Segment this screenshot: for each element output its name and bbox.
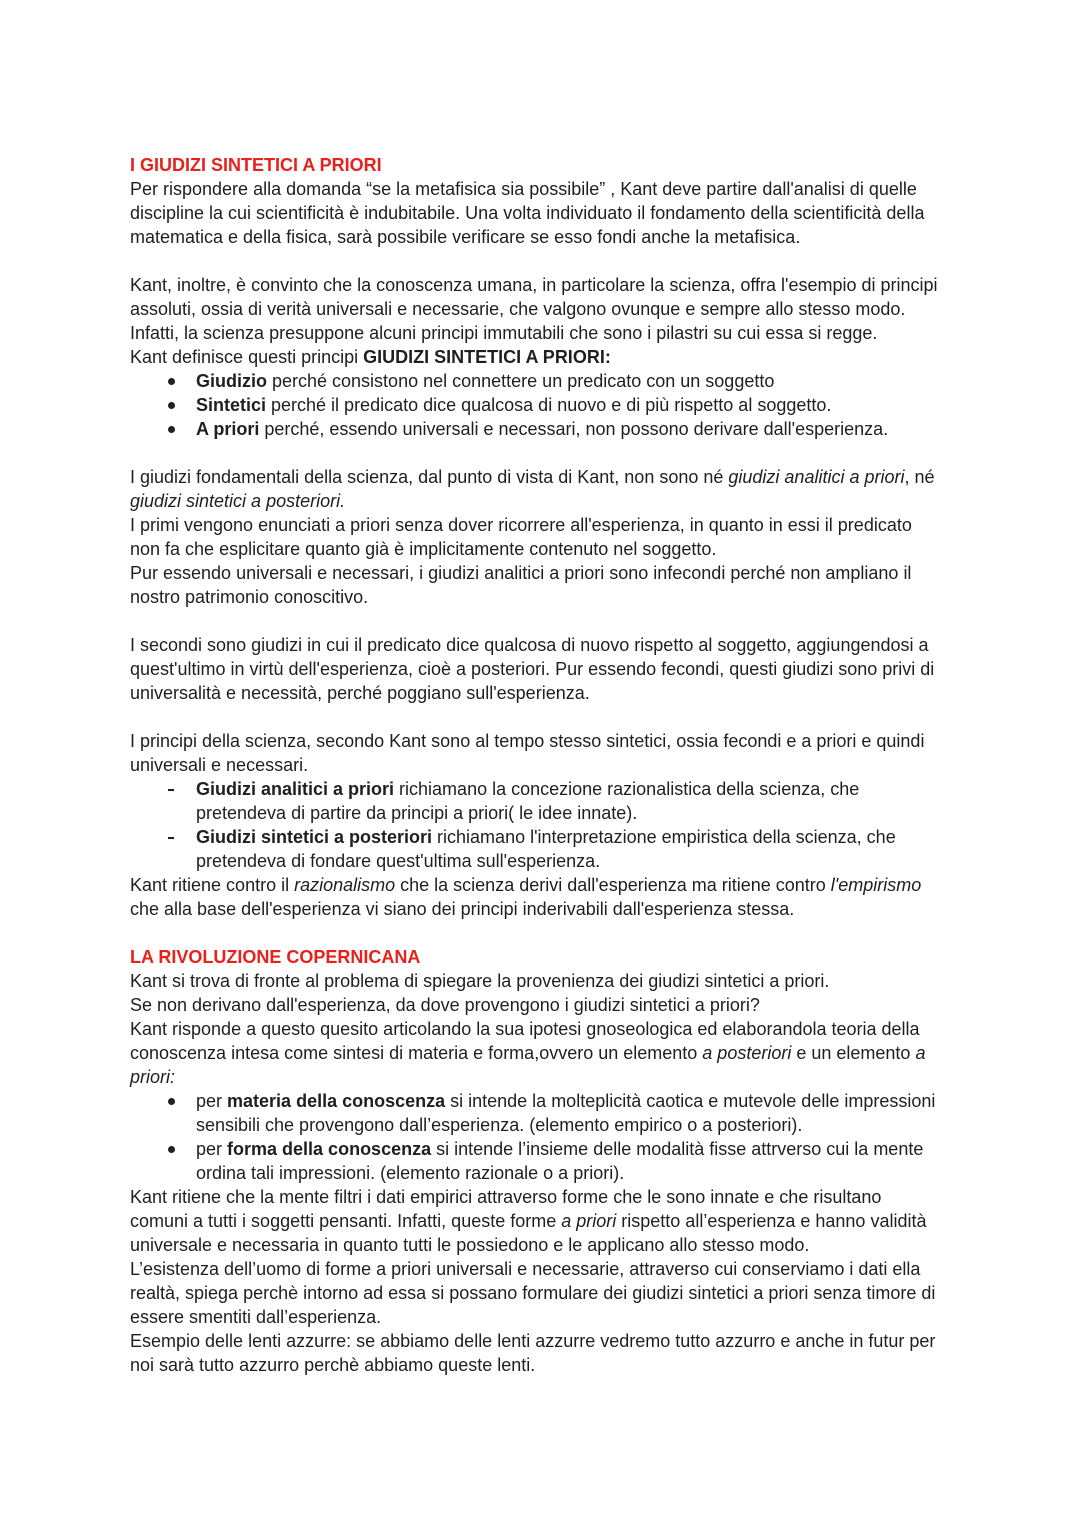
bullet-icon	[168, 1098, 175, 1105]
italic-text: giudizi sintetici a posteriori.	[130, 491, 346, 511]
blank-line	[130, 441, 1010, 465]
dash-icon	[168, 837, 174, 839]
blank-line	[130, 249, 1010, 273]
paragraph-line: Kant ritiene che la mente filtri i dati empirici attraverso forme che le sono innate e che risultano	[130, 1187, 882, 1207]
paragraph-line: Pur essendo universali e necessari, i giudizi analitici a priori sono infecondi perché non ampliano il	[130, 563, 912, 583]
bullet-icon	[168, 1146, 175, 1153]
dash-list-item	[130, 777, 1010, 801]
italic-text: giudizi analitici a priori	[728, 467, 905, 487]
paragraph-line: nostro patrimonio conoscitivo.	[130, 587, 369, 607]
list-item-text: perché, essendo universali e necessari, non possono derivare dall'esperienza.	[259, 419, 889, 439]
list-item	[130, 1089, 1010, 1113]
paragraph-line	[130, 1041, 1010, 1065]
paragraph-line	[130, 489, 1010, 513]
paragraph-text: rispetto all’esperienza e hanno validità	[616, 1211, 927, 1231]
bullet-icon	[168, 378, 175, 385]
list-item-text: richiamano l'interpretazione empiristica della scienza, che	[432, 827, 896, 847]
dash-list-item	[130, 825, 1010, 849]
list-item-continuation: sensibili che provengono dall’esperienza. (elemento empirico o a posteriori).	[196, 1115, 803, 1135]
paragraph-line	[130, 465, 1010, 489]
paragraph-line	[130, 873, 1010, 897]
document-body	[130, 153, 1010, 1377]
paragraph-line: L’esistenza dell’uomo di forme a priori universali e necessarie, attraverso cui conserviamo i dati ella	[130, 1259, 921, 1279]
blank-line	[130, 609, 1010, 633]
italic-text: priori:	[130, 1067, 176, 1087]
paragraph-text: conoscenza intesa come sintesi di materia e forma,ovvero un elemento	[130, 1043, 703, 1063]
paragraph-line: non fa che esplicitare quanto già è implicitamente contenuto nel soggetto.	[130, 539, 717, 559]
bold-term: Giudizi analitici a priori	[196, 779, 395, 799]
definition-line	[130, 345, 1010, 369]
paragraph-line: I principi della scienza, secondo Kant sono al tempo stesso sintetici, ossia fecondi e a priori e quindi	[130, 731, 925, 751]
list-item-text: richiamano la concezione razionalistica della scienza, che	[394, 779, 860, 799]
bold-term: Giudizi sintetici a posteriori	[196, 827, 433, 847]
list-item-continuation: pretendeva di partire da principi a priori( le idee innate).	[196, 803, 638, 823]
paragraph-line: quest'ultimo in virtù dell'esperienza, cioè a posteriori. Pur essendo fecondi, questi giudizi sono privi di	[130, 659, 935, 679]
dash-icon	[168, 789, 174, 791]
paragraph-line: I primi vengono enunciati a priori senza dover ricorrere all'esperienza, in quanto in essi il predicato	[130, 515, 912, 535]
italic-text: l'empirismo	[830, 875, 922, 895]
list-item-text: si intende l’insieme delle modalità fisse attrverso cui la mente	[431, 1139, 924, 1159]
paragraph-line: universali e necessari.	[130, 755, 309, 775]
bold-term: Sintetici	[196, 395, 267, 415]
list-item	[130, 417, 1010, 441]
paragraph-line: universale e necessaria in quanto tutti le possiedono e le applicano allo stesso modo.	[130, 1235, 810, 1255]
list-item-text: per	[196, 1091, 228, 1111]
blank-line	[130, 705, 1010, 729]
paragraph-line: Kant, inoltre, è convinto che la conoscenza umana, in particolare la scienza, offra l'esempio di principi	[130, 275, 938, 295]
paragraph-line: realtà, spiega perchè intorno ad essa si possano formulare dei giudizi sintetici a priori senza timore di	[130, 1283, 936, 1303]
definition-bold: GIUDIZI SINTETICI A PRIORI:	[363, 347, 611, 367]
italic-text: a posteriori	[702, 1043, 792, 1063]
definition-text: Kant definisce questi principi	[130, 347, 364, 367]
list-item-text: perché consistono nel connettere un predicato con un soggetto	[267, 371, 775, 391]
paragraph-line: I secondi sono giudizi in cui il predicato dice qualcosa di nuovo rispetto al soggetto, aggiungendosi a	[130, 635, 929, 655]
list-item	[130, 369, 1010, 393]
paragraph-line: matematica e della fisica, sarà possibile verificare se esso fondi anche la metafisica.	[130, 227, 801, 247]
paragraph-line	[130, 1065, 1010, 1089]
bold-term: A priori	[196, 419, 260, 439]
paragraph-line: Kant si trova di fronte al problema di spiegare la provenienza dei giudizi sintetici a priori.	[130, 971, 830, 991]
paragraph-line: che alla base dell'esperienza vi siano dei principi inderivabili dall'esperienza stessa.	[130, 899, 795, 919]
bold-term: Giudizio	[196, 371, 267, 391]
list-item-text: si intende la molteplicità caotica e mutevole delle impressioni	[445, 1091, 936, 1111]
paragraph-line: noi sarà tutto azzurro perchè abbiamo queste lenti.	[130, 1355, 536, 1375]
paragraph-text: comuni a tutti i soggetti pensanti. Infatti, queste forme	[130, 1211, 562, 1231]
italic-text: a	[915, 1043, 926, 1063]
bullet-icon	[168, 402, 175, 409]
bold-term: forma della conoscenza	[227, 1139, 432, 1159]
list-item-continuation: ordina tali impressioni. (elemento razionale o a priori).	[196, 1163, 625, 1183]
paragraph-text: I giudizi fondamentali della scienza, dal punto di vista di Kant, non sono né	[130, 467, 729, 487]
blank-line	[130, 921, 1010, 945]
list-item-text: perché il predicato dice qualcosa di nuovo e di più rispetto al soggetto.	[266, 395, 832, 415]
bullet-icon	[168, 426, 175, 433]
paragraph-line: Esempio delle lenti azzurre: se abbiamo delle lenti azzurre vedremo tutto azzurro e anche in futur per	[130, 1331, 936, 1351]
list-item	[130, 393, 1010, 417]
paragraph-line: Se non derivano dall'esperienza, da dove provengono i giudizi sintetici a priori?	[130, 995, 760, 1015]
italic-text: razionalismo	[294, 875, 396, 895]
list-item-text: per	[196, 1139, 228, 1159]
paragraph-line: Kant risponde a questo quesito articolando la sua ipotesi gnoseologica ed elaborandola teoria della	[130, 1019, 920, 1039]
paragraph-text: e un elemento	[791, 1043, 916, 1063]
paragraph-text: Kant ritiene contro il	[130, 875, 295, 895]
paragraph-line: assoluti, ossia di verità universali e necessarie, che valgono ovunque e sempre allo stesso modo.	[130, 299, 906, 319]
paragraph-line	[130, 1209, 1010, 1233]
section-heading: I GIUDIZI SINTETICI A PRIORI	[130, 155, 382, 175]
list-item-continuation: pretendeva di fondare quest'ultima sull'esperienza.	[196, 851, 601, 871]
paragraph-line: Per rispondere alla domanda “se la metafisica sia possibile” , Kant deve partire dall'analisi di quelle	[130, 179, 917, 199]
list-item	[130, 1137, 1010, 1161]
paragraph-text: , né	[904, 467, 935, 487]
paragraph-line: Infatti, la scienza presuppone alcuni principi immutabili che sono i pilastri su cui essa si regge.	[130, 323, 878, 343]
paragraph-line: discipline la cui scientificità è indubitabile. Una volta individuato il fondamento della scientificità della	[130, 203, 925, 223]
italic-text: a priori	[561, 1211, 617, 1231]
bold-term: materia della conoscenza	[227, 1091, 446, 1111]
paragraph-line: universalità e necessità, perché poggiano sull'esperienza.	[130, 683, 590, 703]
section-heading: LA RIVOLUZIONE COPERNICANA	[130, 947, 421, 967]
paragraph-text: che la scienza derivi dall'esperienza ma ritiene contro	[395, 875, 831, 895]
paragraph-line: essere smentiti dall’esperienza.	[130, 1307, 382, 1327]
